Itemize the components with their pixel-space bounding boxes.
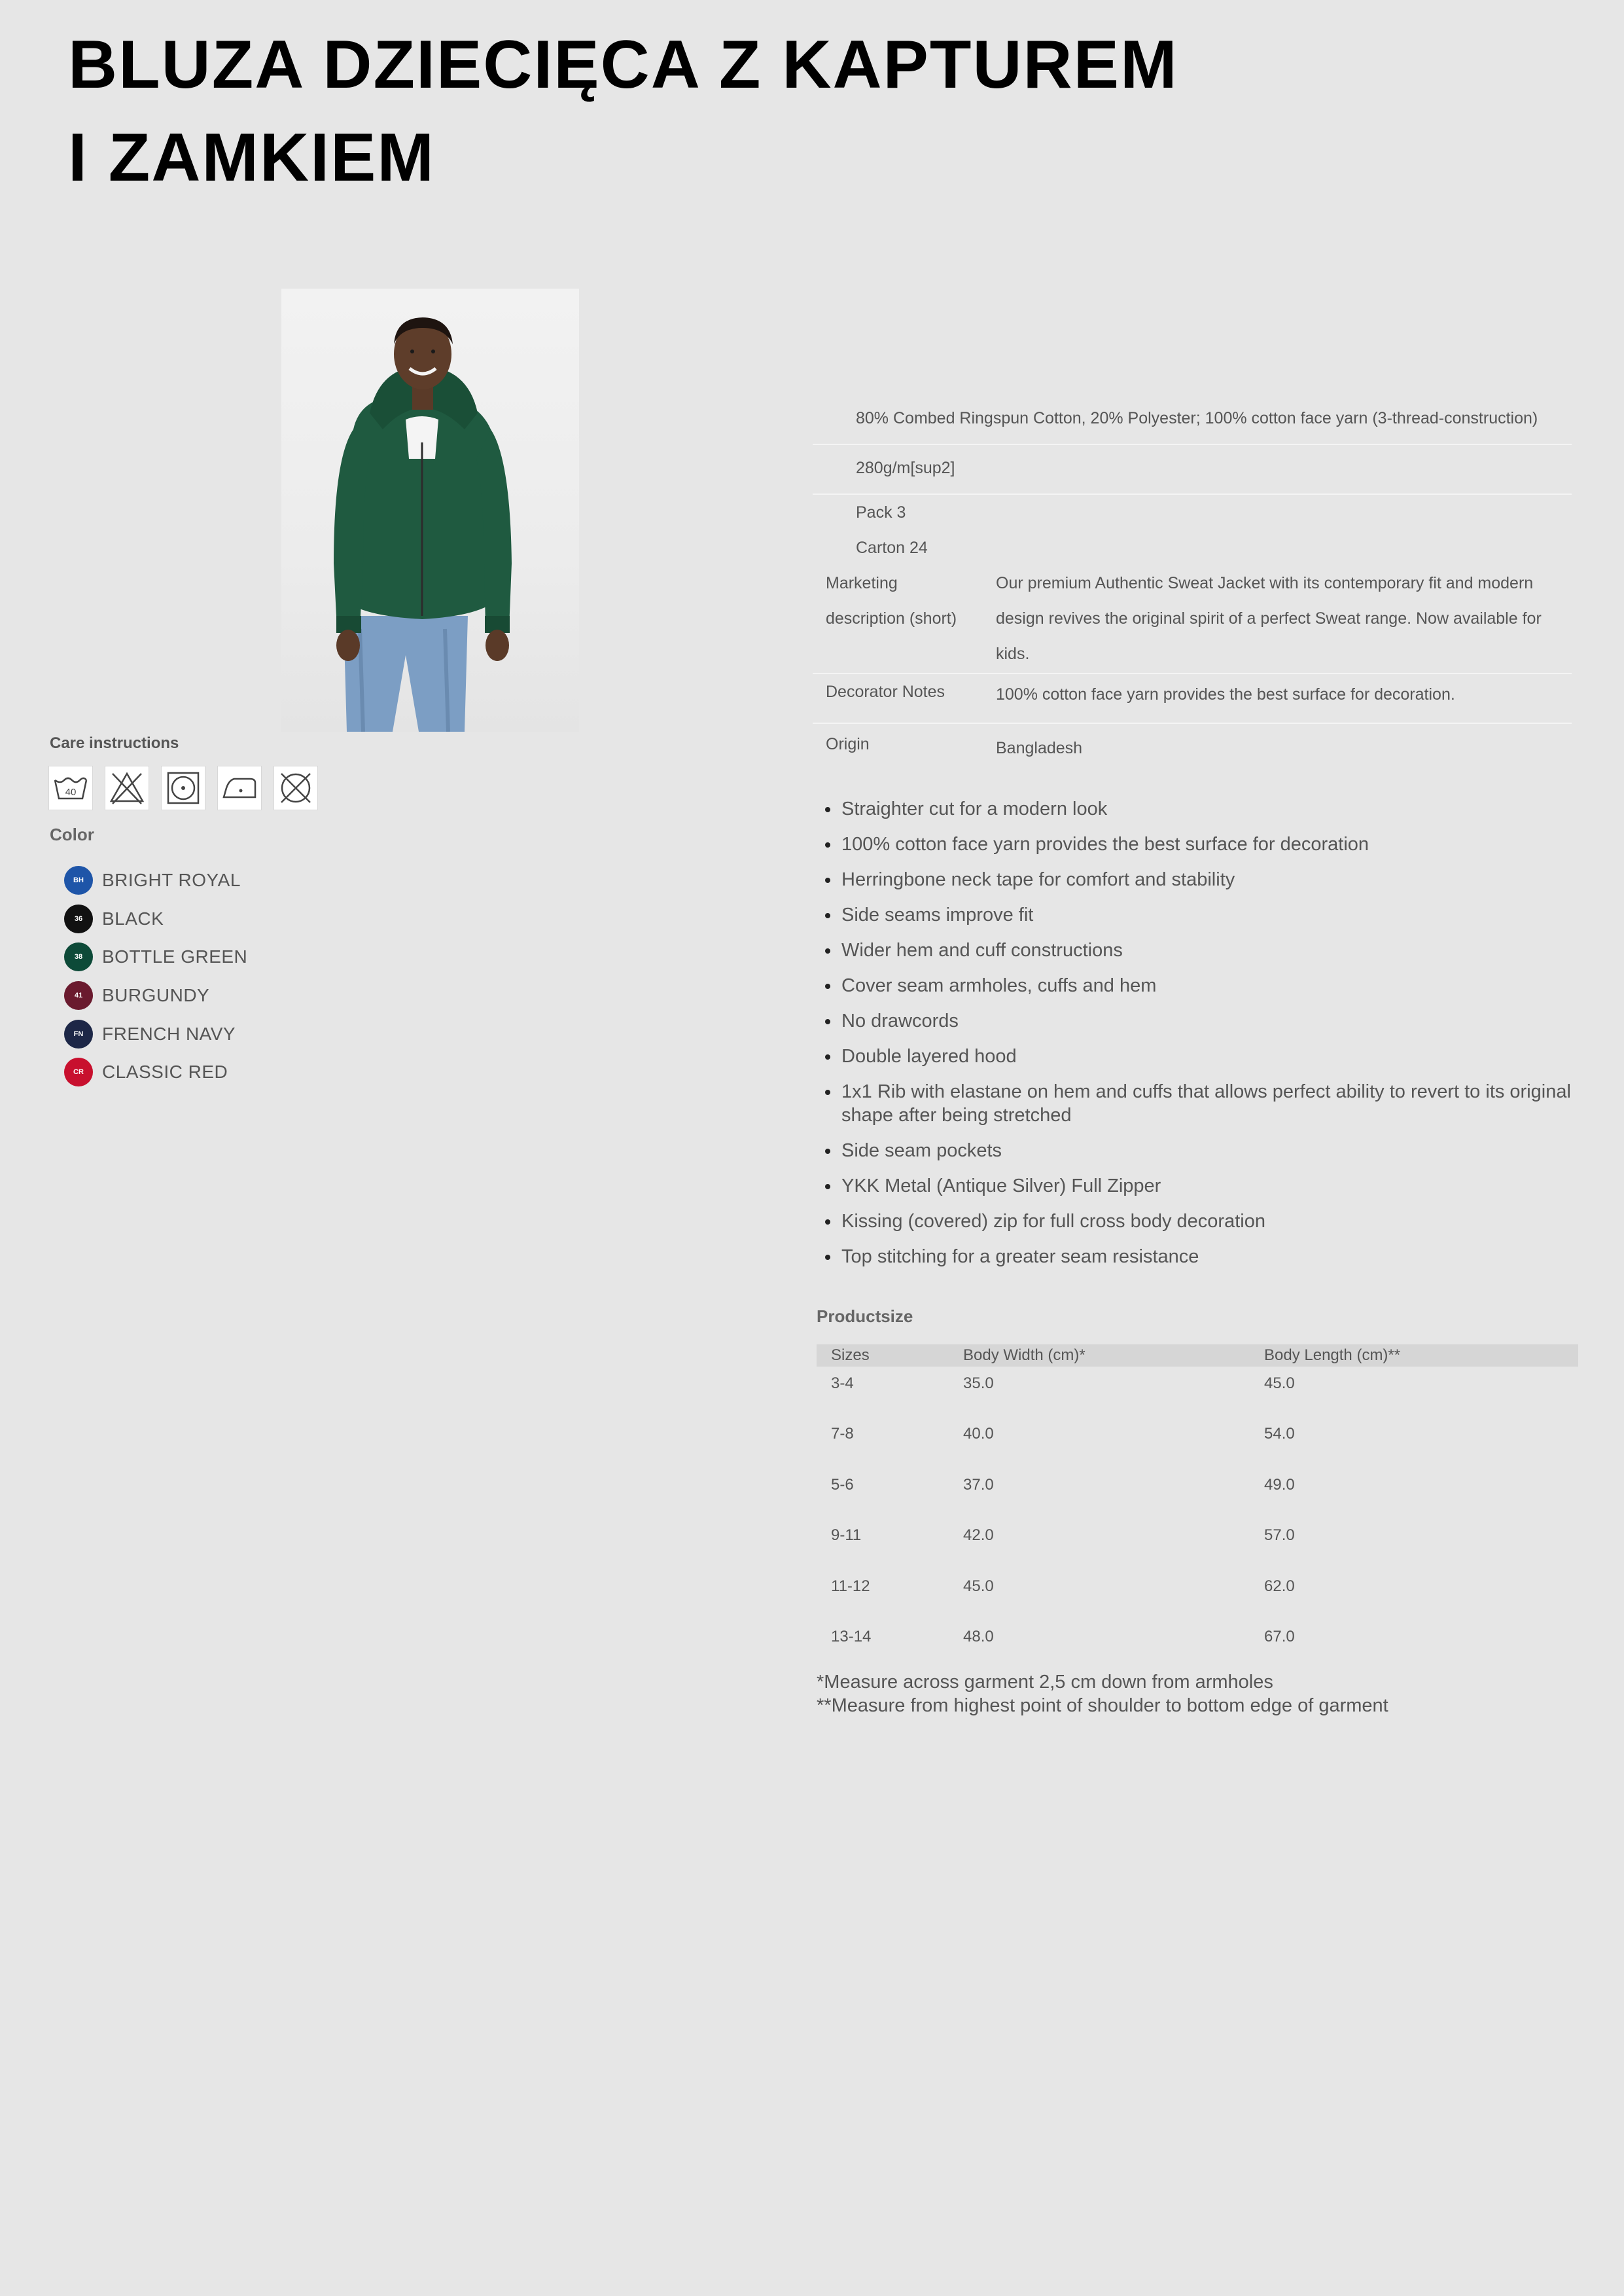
feature-item: • 100% cotton face yarn provides the best surface for decoration — [840, 833, 1586, 856]
feature-item: • Kissing (covered) zip for full cross body decoration — [840, 1210, 1586, 1233]
spec-row-marketing — [813, 565, 1572, 674]
length-cell: 54.0 — [1264, 1425, 1295, 1443]
tumble-dry-icon — [161, 766, 205, 810]
length-cell: 45.0 — [1264, 1374, 1295, 1392]
length-note: **Measure from highest point of shoulder to bottom edge of garment — [817, 1695, 1388, 1716]
feature-item: • Straighter cut for a modern look — [840, 797, 1586, 821]
color-swatch: FN — [64, 1020, 93, 1049]
weight-value: 280g/m[sup2] — [856, 459, 955, 477]
width-cell: 42.0 — [963, 1526, 994, 1545]
marketing-label-2: description (short) — [826, 609, 957, 628]
width-cell: 37.0 — [963, 1475, 994, 1494]
table-row — [817, 1570, 1578, 1620]
color-name: CLASSIC RED — [102, 1062, 228, 1083]
column-header: Body Length (cm)** — [1250, 1344, 1578, 1367]
table-row — [817, 1417, 1578, 1467]
color-item-burgundy[interactable] — [64, 977, 247, 1015]
decorator-value: 100% cotton face yarn provides the best surface for decoration. — [996, 685, 1455, 704]
wash-temp-text: 40 — [65, 787, 77, 798]
origin-label: Origin — [826, 735, 870, 753]
color-name: FRENCH NAVY — [102, 1023, 236, 1044]
width-cell: 40.0 — [963, 1425, 994, 1443]
length-cell: 49.0 — [1264, 1475, 1295, 1494]
productsize-title: Productsize — [817, 1306, 913, 1326]
carton-value: Carton 24 — [856, 539, 928, 557]
width-cell: 48.0 — [963, 1627, 994, 1645]
feature-item: • Top stitching for a greater seam resistance — [840, 1245, 1586, 1268]
feature-item: • Double layered hood — [840, 1045, 1586, 1068]
table-row — [817, 1468, 1578, 1518]
width-cell: 35.0 — [963, 1374, 994, 1392]
care-icons-row — [48, 766, 318, 810]
table-row — [817, 1518, 1578, 1569]
no-bleach-icon — [105, 766, 149, 810]
size-cell: 13-14 — [831, 1627, 872, 1645]
feature-item: • Side seams improve fit — [840, 903, 1586, 927]
color-label: Color — [50, 825, 94, 844]
color-item-french-navy[interactable] — [64, 1014, 247, 1053]
length-cell: 67.0 — [1264, 1627, 1295, 1645]
feature-item: • Side seam pockets — [840, 1139, 1586, 1162]
width-note: *Measure across garment 2,5 cm down from armholes — [817, 1672, 1273, 1693]
spec-row-weight — [813, 444, 1572, 495]
color-swatch: 38 — [64, 942, 93, 971]
size-notes — [817, 1670, 1388, 1717]
color-list — [64, 861, 247, 1092]
color-swatch: 36 — [64, 905, 93, 933]
feature-item: • 1x1 Rib with elastane on hem and cuffs that allows perfect ability to revert to its original shape after being stretched — [840, 1080, 1586, 1127]
feature-item: • Herringbone neck tape for comfort and stability — [840, 868, 1586, 891]
size-cell: 7-8 — [831, 1425, 854, 1443]
origin-value: Bangladesh — [996, 739, 1083, 757]
spec-row-origin — [813, 724, 1572, 770]
color-item-bright-royal[interactable] — [64, 861, 247, 900]
decorator-label: Decorator Notes — [826, 683, 945, 701]
column-header: Body Width (cm)* — [949, 1344, 1250, 1367]
feature-item: • YKK Metal (Antique Silver) Full Zipper — [840, 1174, 1586, 1198]
color-name: BOTTLE GREEN — [102, 946, 248, 967]
column-header: Sizes — [817, 1344, 949, 1367]
marketing-line-2: design revives the original spirit of a perfect Sweat range. Now available for — [996, 609, 1542, 628]
size-cell: 5-6 — [831, 1475, 854, 1494]
size-cell: 9-11 — [831, 1526, 862, 1545]
feature-item: • No drawcords — [840, 1009, 1586, 1033]
color-name: BURGUNDY — [102, 985, 210, 1006]
page-title-line-2: I ZAMKIEM — [68, 120, 436, 196]
color-name: BLACK — [102, 908, 164, 929]
size-table — [817, 1344, 1578, 1670]
feature-item: • Wider hem and cuff constructions — [840, 939, 1586, 962]
table-row — [817, 1367, 1578, 1417]
color-swatch: CR — [64, 1058, 93, 1086]
marketing-line-3: kids. — [996, 645, 1030, 663]
product-photo — [281, 289, 579, 732]
spec-row-composition — [813, 393, 1572, 445]
color-swatch: 41 — [64, 981, 93, 1010]
no-dry-clean-icon — [274, 766, 318, 810]
pack-value: Pack 3 — [856, 503, 906, 522]
color-swatch: BH — [64, 866, 93, 895]
marketing-label-1: Marketing — [826, 574, 898, 592]
color-item-bottle-green[interactable] — [64, 938, 247, 977]
color-item-black[interactable] — [64, 900, 247, 939]
size-cell: 3-4 — [831, 1374, 854, 1392]
width-cell: 45.0 — [963, 1577, 994, 1595]
color-item-classic-red[interactable] — [64, 1053, 247, 1092]
table-row — [817, 1620, 1578, 1670]
size-table-header — [817, 1344, 1578, 1367]
composition-value: 80% Combed Ringspun Cotton, 20% Polyester; 100% cotton face yarn (3-thread-construction) — [856, 409, 1538, 427]
feature-list — [818, 797, 1586, 1280]
length-cell: 62.0 — [1264, 1577, 1295, 1595]
marketing-line-1: Our premium Authentic Sweat Jacket with its contemporary fit and modern — [996, 574, 1534, 592]
length-cell: 57.0 — [1264, 1526, 1295, 1545]
care-instructions-label: Care instructions — [50, 734, 179, 752]
color-name: BRIGHT ROYAL — [102, 870, 241, 891]
feature-item: • Cover seam armholes, cuffs and hem — [840, 974, 1586, 997]
size-cell: 11-12 — [831, 1577, 870, 1595]
iron-low-icon — [217, 766, 262, 810]
page-title-line-1: BLUZA DZIECIĘCA Z KAPTUREM — [68, 27, 1178, 103]
wash-40-icon — [48, 766, 93, 810]
page-title — [68, 18, 1508, 204]
spec-row-decorator — [813, 674, 1572, 724]
